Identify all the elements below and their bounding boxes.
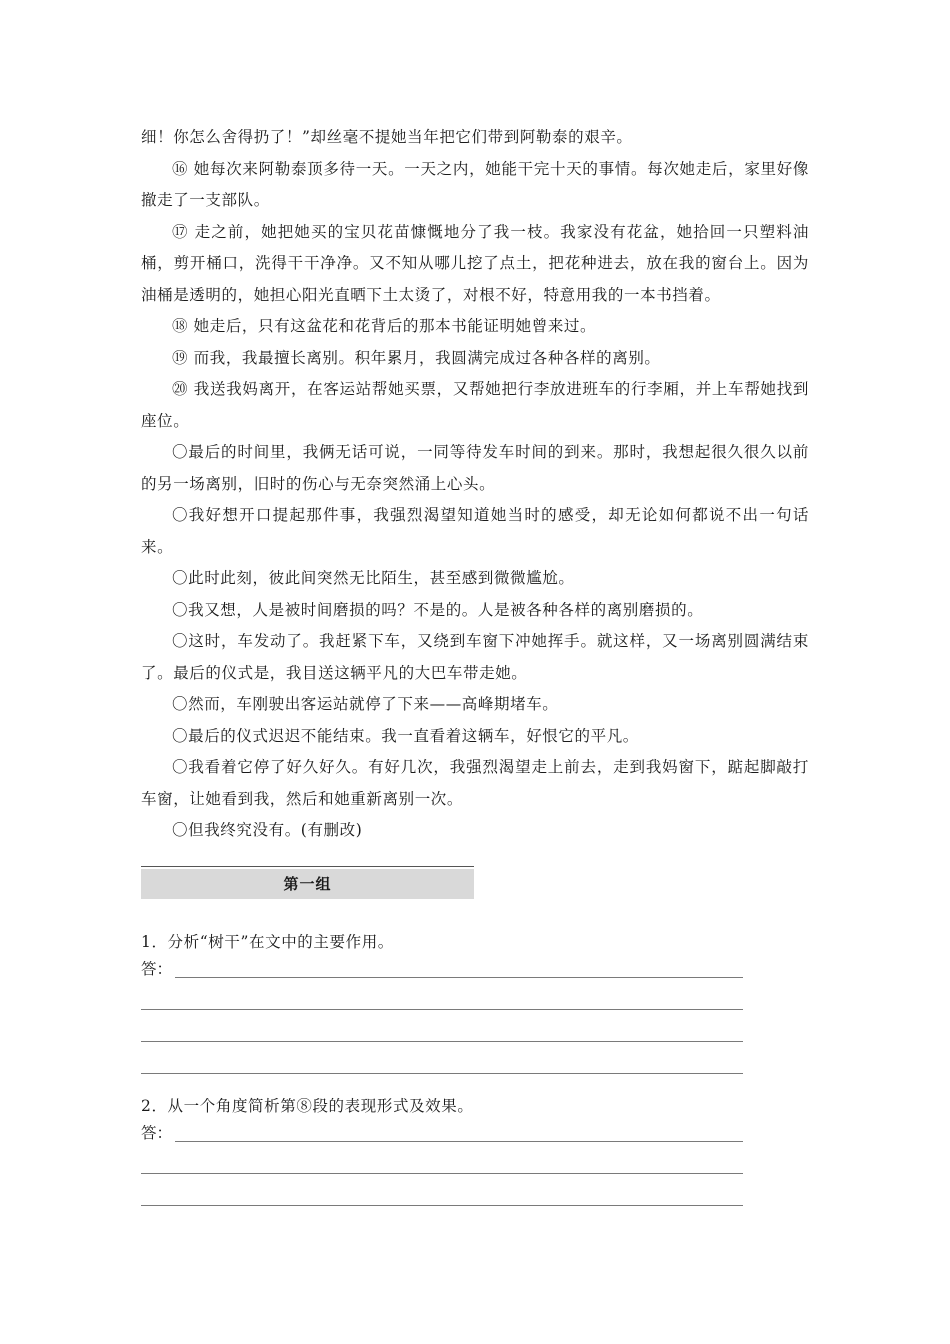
answer-line[interactable] [141,1205,743,1206]
answer-row [141,1048,743,1080]
passage-paragraph: ⑱ 她走后，只有这盆花和花背后的那本书能证明她曾来过。 [172,317,597,335]
answer-line[interactable] [175,1141,743,1142]
answer-row [141,1016,743,1048]
answer-row [141,1116,743,1148]
answer-row [141,984,743,1016]
question-2 [141,1096,751,1212]
passage-paragraph: 〇我又想，人是被时间磨损的吗？不是的。人是被各种各样的离别磨损的。 [172,600,704,619]
passage-paragraph: 〇我看着它停了好久好久。有好几次，我强烈渴望走上前去，走到我妈窗下，踮起脚敲打车窗，让她看到我，然后和她重新离别一次。 [141,758,809,808]
answer-line[interactable] [141,1009,743,1010]
question-text: 1．分析“树干”在文中的主要作用。 [141,933,394,951]
answer-row [141,952,743,984]
section-title: 第一组 [141,869,474,899]
passage-paragraph: 〇但我终究没有。(有删改) [172,821,363,839]
passage-paragraph: 细！你怎么舍得扔了！”却丝毫不提她当年把它们带到阿勒泰的艰辛。 [141,128,633,146]
question-1 [141,932,751,1080]
reading-passage [141,122,809,847]
passage-paragraph: ⑯ 她每次来阿勒泰顶多待一天。一天之内，她能干完十天的事情。每次她走后，家里好像撤走了一支部队。 [141,159,809,209]
answer-line[interactable] [175,977,743,978]
section-divider [141,866,474,867]
answer-row [141,1180,743,1212]
passage-paragraph: ⑰ 走之前，她把她买的宝贝花苗慷慨地分了我一枝。我家没有花盆，她拾回一只塑料油桶，剪开桶口，洗得干干净净。又不知从哪儿挖了点土，把花种进去，放在我的窗台上。因为油桶是透明的，她担心阳光直晒下土太烫了，对根不好，特意用我的一本书挡着。 [141,222,809,304]
passage-paragraph: 〇然而，车刚驶出客运站就停了下来——高峰期堵车。 [172,695,559,713]
question-text: 2．从一个角度简析第⑧段的表现形式及效果。 [141,1097,474,1115]
answer-label: 答： [141,960,173,978]
passage-paragraph: 〇最后的时间里，我俩无话可说，一同等待发车时间的到来。那时，我想起很久很久以前的另一场离别，旧时的伤心与无奈突然涌上心头。 [141,443,809,493]
passage-paragraph: ⑳ 我送我妈离开，在客运站帮她买票，又帮她把行李放进班车的行李厢，并上车帮她找到座位。 [141,380,809,430]
passage-paragraph: 〇最后的仪式迟迟不能结束。我一直看着这辆车，好恨它的平凡。 [172,726,639,745]
passage-paragraph: 〇此时此刻，彼此间突然无比陌生，甚至感到微微尴尬。 [172,569,575,587]
answer-line[interactable] [141,1173,743,1174]
passage-paragraph: 〇这时，车发动了。我赶紧下车，又绕到车窗下冲她挥手。就这样，又一场离别圆满结束了。最后的仪式是，我目送这辆平凡的大巴车带走她。 [141,632,809,682]
passage-paragraph: 〇我好想开口提起那件事，我强烈渴望知道她当时的感受，却无论如何都说不出一句话来。 [141,506,809,556]
answer-label: 答： [141,1124,173,1142]
answer-row [141,1148,743,1180]
passage-paragraph: ⑲ 而我，我最擅长离别。积年累月，我圆满完成过各种各样的离别。 [172,348,661,367]
answer-line[interactable] [141,1073,743,1074]
answer-line[interactable] [141,1041,743,1042]
